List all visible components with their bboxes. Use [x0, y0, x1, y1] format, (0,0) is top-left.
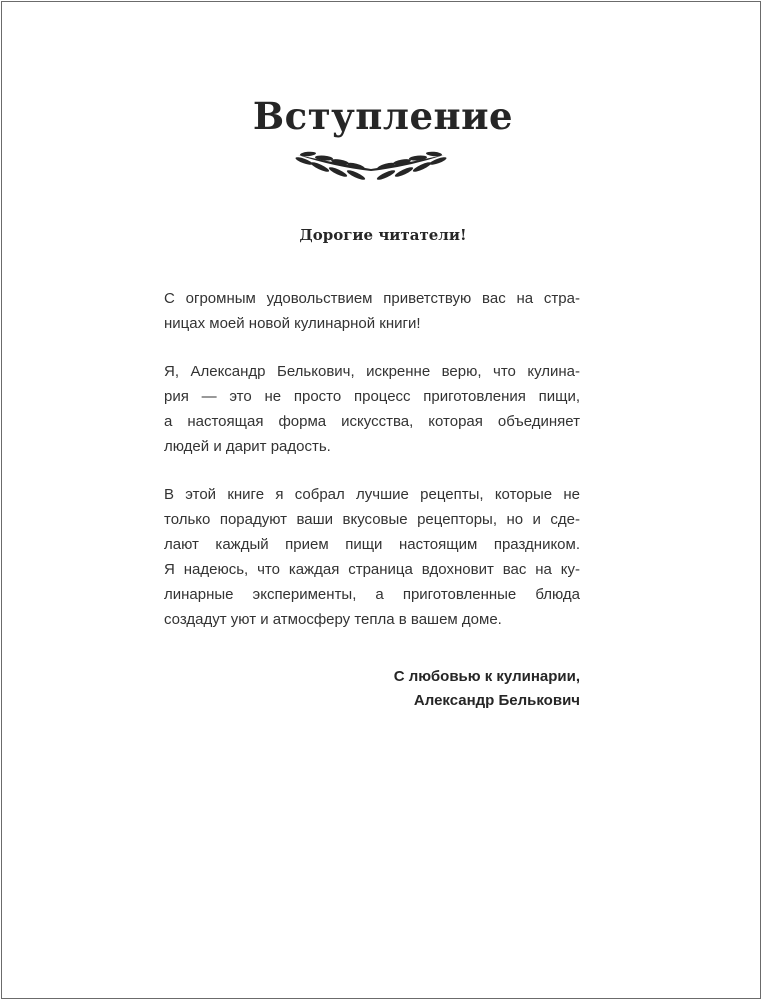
text-line: а настоящая форма искусства, которая объединяет [164, 413, 580, 430]
text-line: Я надеюсь, что каждая страница вдохновит вас на ку- [164, 561, 580, 578]
text-line: В этой книге я собрал лучшие рецепты, которые не [164, 486, 580, 503]
paragraph-3 [164, 482, 580, 632]
text-line: С огромным удовольствием приветствую вас на стра- [164, 290, 580, 307]
text-line: людей и дарит радость. [164, 438, 331, 455]
text-line: лают каждый прием пищи настоящим праздником. [164, 536, 580, 553]
laurel-ornament-icon [290, 147, 452, 187]
signature [164, 665, 580, 713]
paragraph-2 [164, 359, 580, 459]
page-title: Вступление [252, 94, 514, 138]
text-line: только порадуют ваши вкусовые рецепторы, но и сде- [164, 511, 580, 528]
paragraph-1 [164, 286, 580, 336]
signature-author: Александр Белькович [413, 692, 580, 709]
text-line: создадут уют и атмосферу тепла в вашем доме. [164, 611, 502, 628]
signature-line-1: С любовью к кулинарии, [393, 668, 580, 685]
text-line: рия — это не просто процесс приготовления пищи, [164, 388, 580, 405]
text-line: Я, Александр Белькович, искренне верю, что кулина- [164, 363, 580, 380]
text-line: ницах моей новой кулинарной книги! [164, 315, 421, 332]
text-line: линарные эксперименты, а приготовленные блюда [164, 586, 580, 603]
book-page [1, 1, 761, 999]
greeting-heading: Дорогие читатели! [299, 226, 467, 244]
